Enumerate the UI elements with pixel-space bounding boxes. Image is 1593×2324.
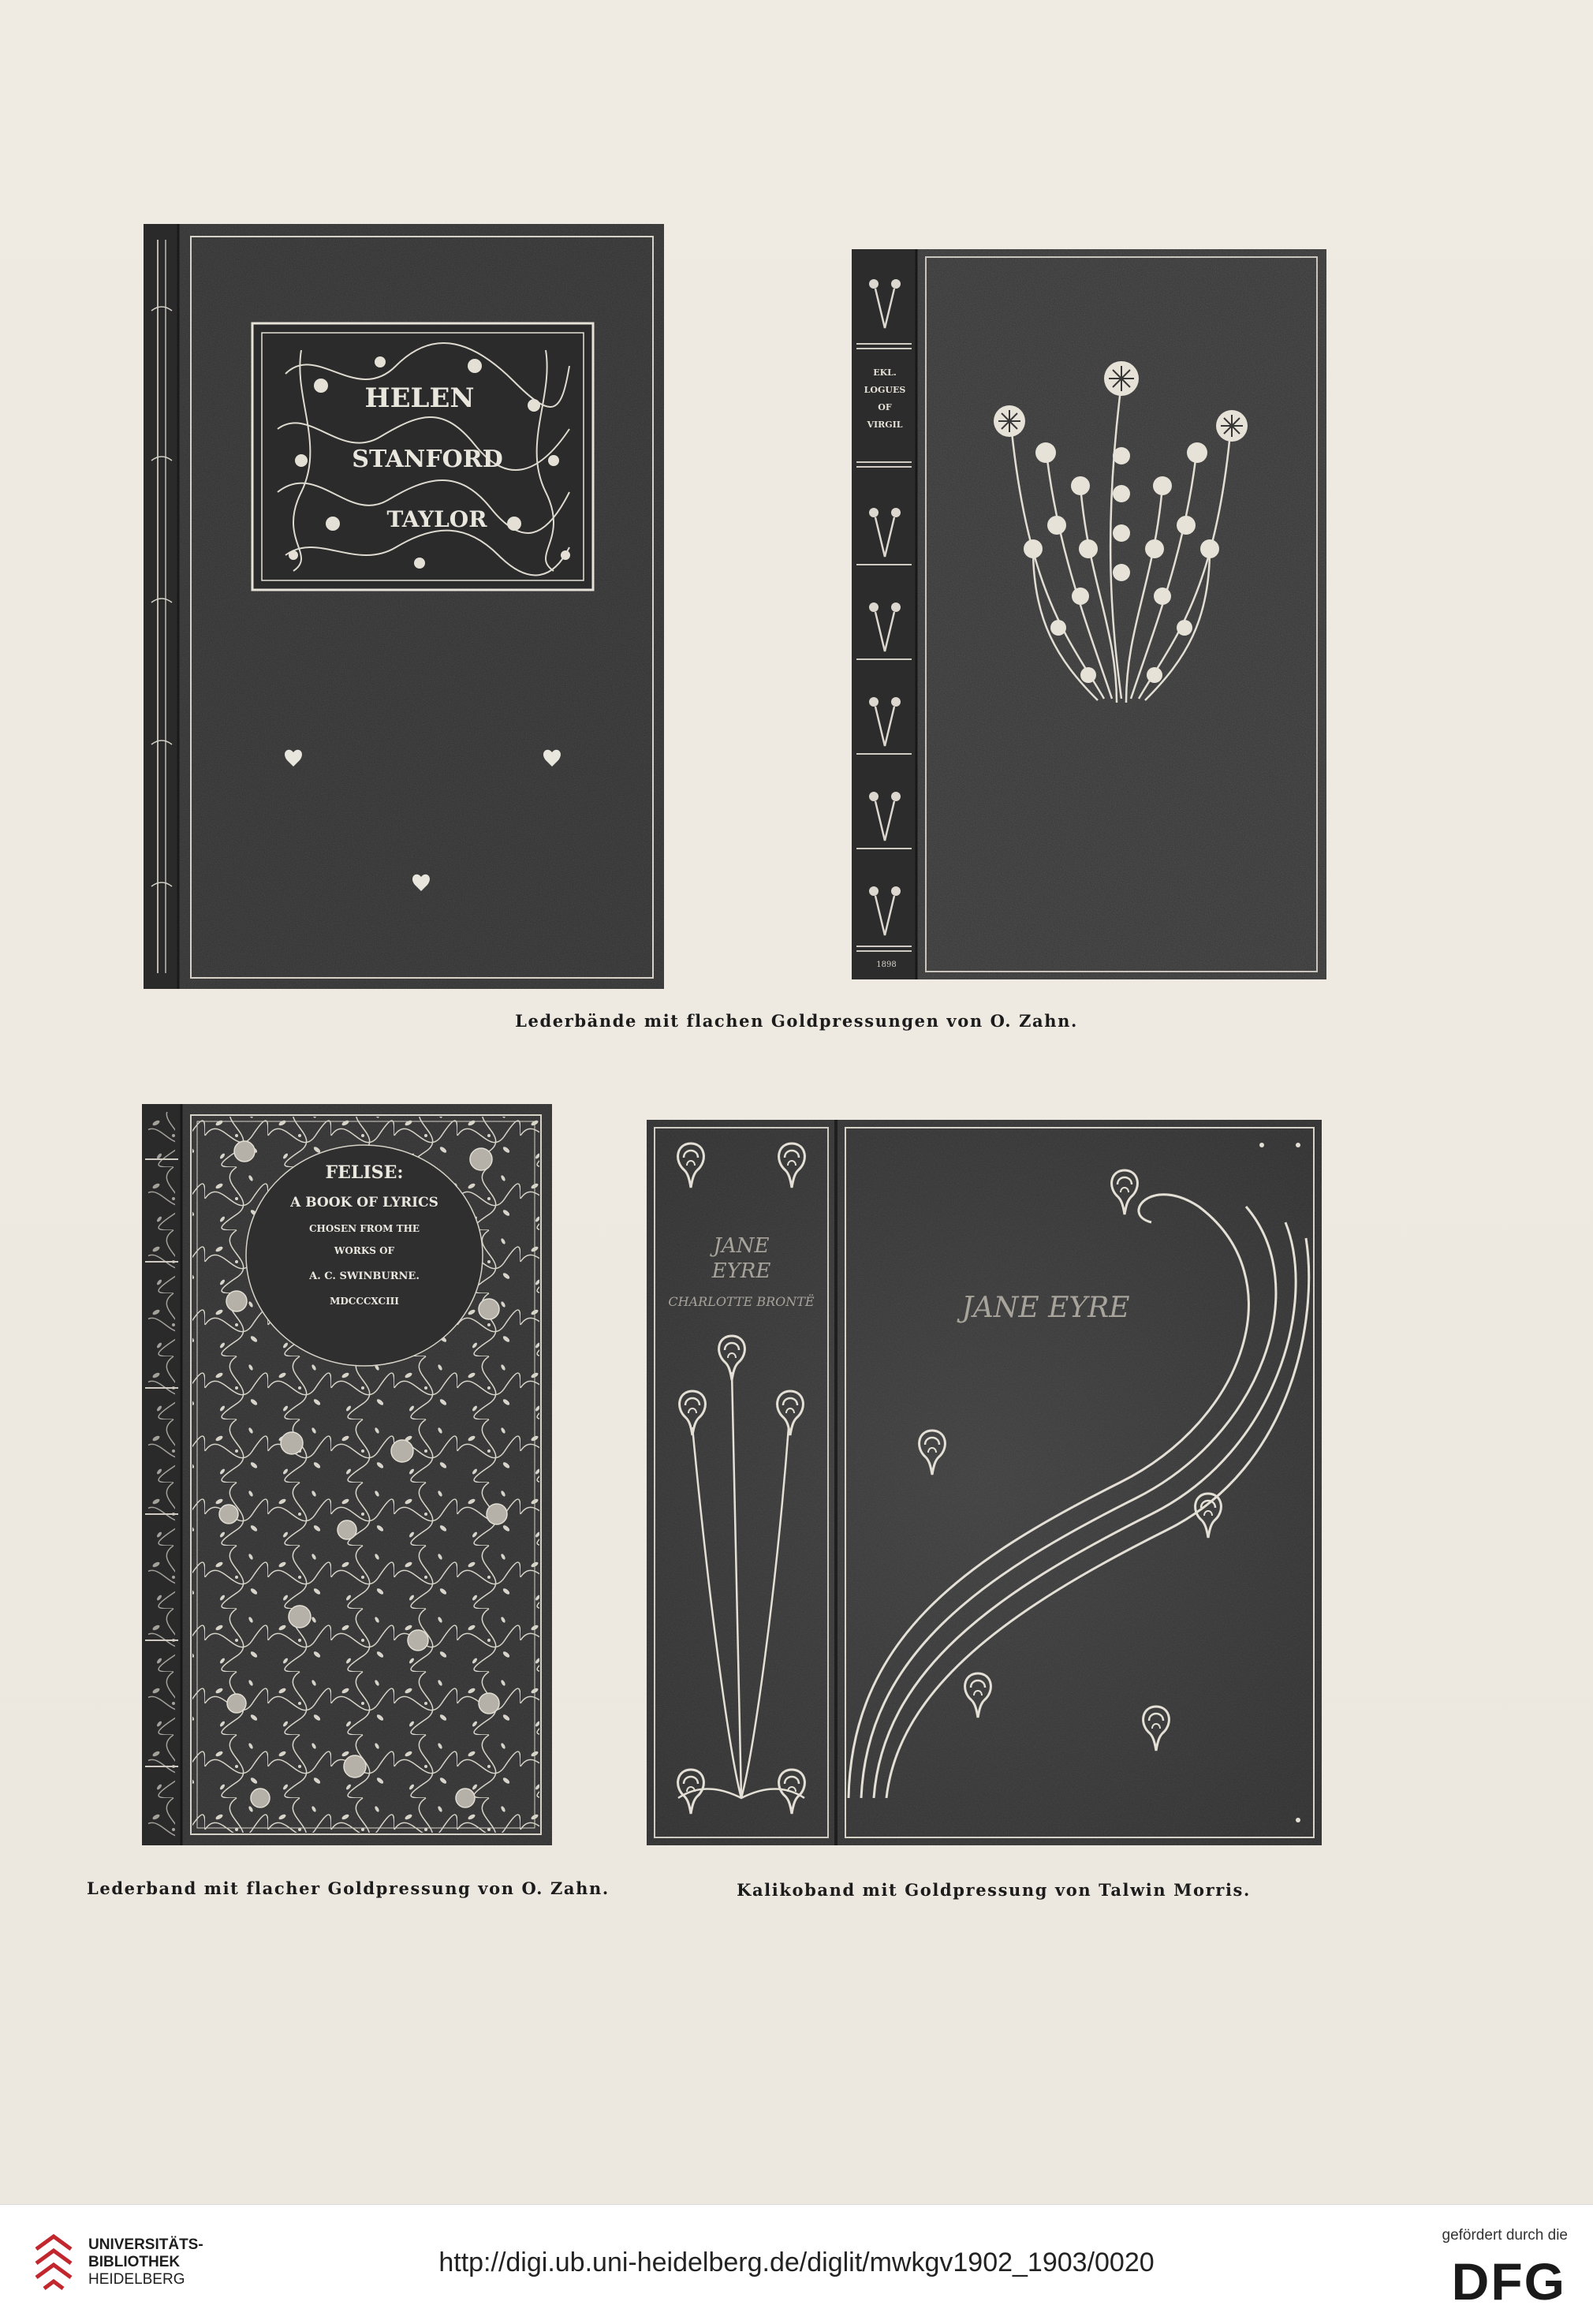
felise-title-line: A BOOK OF LYRICS [290,1195,438,1210]
jane-eyre-spine-line: JANE [713,1234,770,1258]
institution-line: BIBLIOTHEK [88,2254,181,2270]
institution-line: HEIDELBERG [88,2271,185,2288]
virgil-spine-line: EKL. [873,367,897,378]
jane-eyre-cover-title: JANE EYRE [961,1292,1130,1324]
caption-top: Lederbände mit flachen Goldpressungen von O. Zahn. [515,1011,1078,1031]
helen-title-line: STANFORD [352,446,503,473]
university-library-name [88,2236,203,2289]
virgil-spine-line: OF [878,402,892,412]
university-library-logo-icon [32,2233,76,2293]
felise-title-line: WORKS OF [334,1245,395,1256]
helen-title-line: TAYLOR [386,506,487,532]
institution-line: UNIVERSITÄTS- [88,2236,203,2253]
plate-jane-eyre [647,1120,1322,1845]
digitization-footer [0,2204,1593,2324]
virgil-spine-line: LOGUES [864,385,906,395]
felise-title-line: CHOSEN FROM THE [308,1223,420,1234]
dfg-logo-icon [1410,2252,1568,2304]
felise-title-line: FELISE: [325,1162,404,1183]
dfg-logo-text: DFG [1451,2252,1566,2304]
caption-bottom-left: Lederband mit flacher Goldpressung von O. Zahn. [87,1878,610,1898]
jane-eyre-spine-line: CHARLOTTE BRONTË [668,1294,815,1309]
helen-title-line: HELEN [364,382,475,414]
felise-title-line: A. C. SWINBURNE. [309,1270,420,1282]
caption-bottom-right: Kalikoband mit Goldpressung von Talwin Morris. [737,1880,1251,1900]
permalink-url[interactable]: http://digi.ub.uni-heidelberg.de/diglit/mwkgv1902_1903/0020 [438,2248,1155,2277]
plate-felise [142,1104,552,1845]
funded-by-label: gefördert durch die [1442,2227,1568,2244]
svg-text:1898: 1898 [876,961,897,969]
virgil-spine-line: VIRGIL [867,420,903,430]
plate-eklogues-of-virgil [852,249,1326,979]
felise-title-line: MDCCCXCIII [330,1296,399,1307]
plate-helen-stanford-taylor [144,224,664,989]
jane-eyre-spine-line: EYRE [711,1259,771,1283]
